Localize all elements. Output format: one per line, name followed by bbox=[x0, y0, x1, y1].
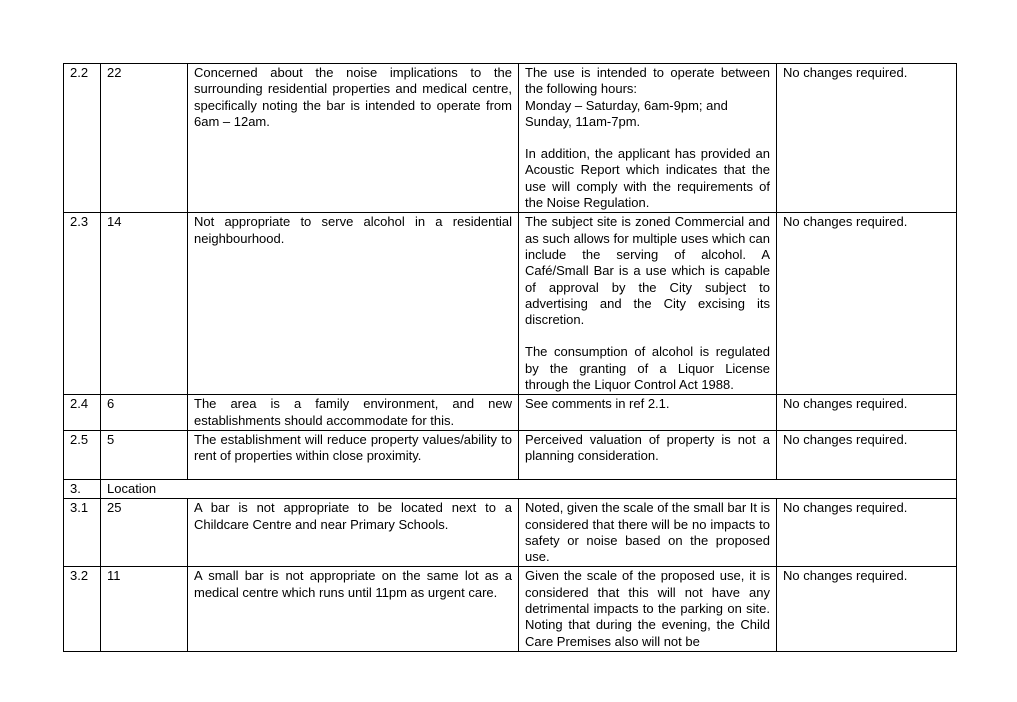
section-heading: Location bbox=[101, 479, 957, 498]
recommendation-text: No changes required. bbox=[777, 430, 957, 479]
table-row bbox=[64, 430, 957, 479]
submission-count: 5 bbox=[101, 430, 188, 479]
ref-number: 3.1 bbox=[64, 499, 101, 567]
recommendation-text: No changes required. bbox=[777, 567, 957, 651]
response-cell bbox=[519, 499, 777, 567]
response-paragraph: Perceived valuation of property is not a planning consideration. bbox=[525, 431, 770, 464]
table-row bbox=[64, 567, 957, 651]
submission-text: The establishment will reduce property values/ability to rent of properties within close proximity. bbox=[188, 430, 519, 479]
submission-count: 22 bbox=[101, 64, 188, 213]
response-paragraph: Given the scale of the proposed use, it is considered that this will not have any detrimental impacts to the parking on site. Noting that during the evening, the Child Care Premises also will not be bbox=[525, 568, 770, 649]
ref-number: 2.3 bbox=[64, 213, 101, 395]
response-cell bbox=[519, 430, 777, 479]
submission-count: 25 bbox=[101, 499, 188, 567]
recommendation-text: No changes required. bbox=[777, 395, 957, 431]
recommendation-text: No changes required. bbox=[777, 64, 957, 213]
table-row bbox=[64, 64, 957, 213]
table-row bbox=[64, 499, 957, 567]
ref-number: 3.2 bbox=[64, 567, 101, 651]
table-row bbox=[64, 213, 957, 395]
submission-text: A bar is not appropriate to be located next to a Childcare Centre and near Primary Schools. bbox=[188, 499, 519, 567]
submission-text: Concerned about the noise implications to the surrounding residential properties and medical centre, specifically noting the bar is intended to operate from 6am – 12am. bbox=[188, 64, 519, 213]
submissions-table bbox=[63, 63, 957, 652]
recommendation-text: No changes required. bbox=[777, 499, 957, 567]
submission-count: 11 bbox=[101, 567, 188, 651]
response-paragraph: Noted, given the scale of the small bar It is considered that there will be no impacts to safety or noise based on the proposed use. bbox=[525, 500, 770, 565]
submission-text: The area is a family environment, and new establishments should accommodate for this. bbox=[188, 395, 519, 431]
ref-number: 2.5 bbox=[64, 430, 101, 479]
section-number: 3. bbox=[64, 479, 101, 498]
response-paragraph: In addition, the applicant has provided an Acoustic Report which indicates that the use will comply with the requirements of the Noise Regulation. bbox=[525, 146, 770, 211]
ref-number: 2.4 bbox=[64, 395, 101, 431]
response-cell bbox=[519, 213, 777, 395]
section-heading-row bbox=[64, 479, 957, 498]
ref-number: 2.2 bbox=[64, 64, 101, 213]
submission-text: A small bar is not appropriate on the same lot as a medical centre which runs until 11pm as urgent care. bbox=[188, 567, 519, 651]
response-line: Sunday, 11am-7pm. bbox=[525, 113, 641, 129]
response-line: Monday – Saturday, 6am-9pm; and bbox=[525, 97, 728, 113]
response-paragraph: The consumption of alcohol is regulated by the granting of a Liquor License through the Liquor Control Act 1988. bbox=[525, 344, 770, 393]
response-paragraph: See comments in ref 2.1. bbox=[525, 396, 670, 412]
response-cell bbox=[519, 64, 777, 213]
response-cell bbox=[519, 567, 777, 651]
table-row bbox=[64, 395, 957, 431]
response-paragraph: The subject site is zoned Commercial and as such allows for multiple uses which can include the serving of alcohol. A Café/Small Bar is a use which is capable of approval by the City subject to advertising and the City excising its discretion. bbox=[525, 214, 770, 328]
recommendation-text: No changes required. bbox=[777, 213, 957, 395]
response-paragraph: The use is intended to operate between the following hours: bbox=[525, 65, 770, 97]
submission-text: Not appropriate to serve alcohol in a residential neighbourhood. bbox=[188, 213, 519, 395]
submission-count: 6 bbox=[101, 395, 188, 431]
submission-count: 14 bbox=[101, 213, 188, 395]
response-cell bbox=[519, 395, 777, 431]
